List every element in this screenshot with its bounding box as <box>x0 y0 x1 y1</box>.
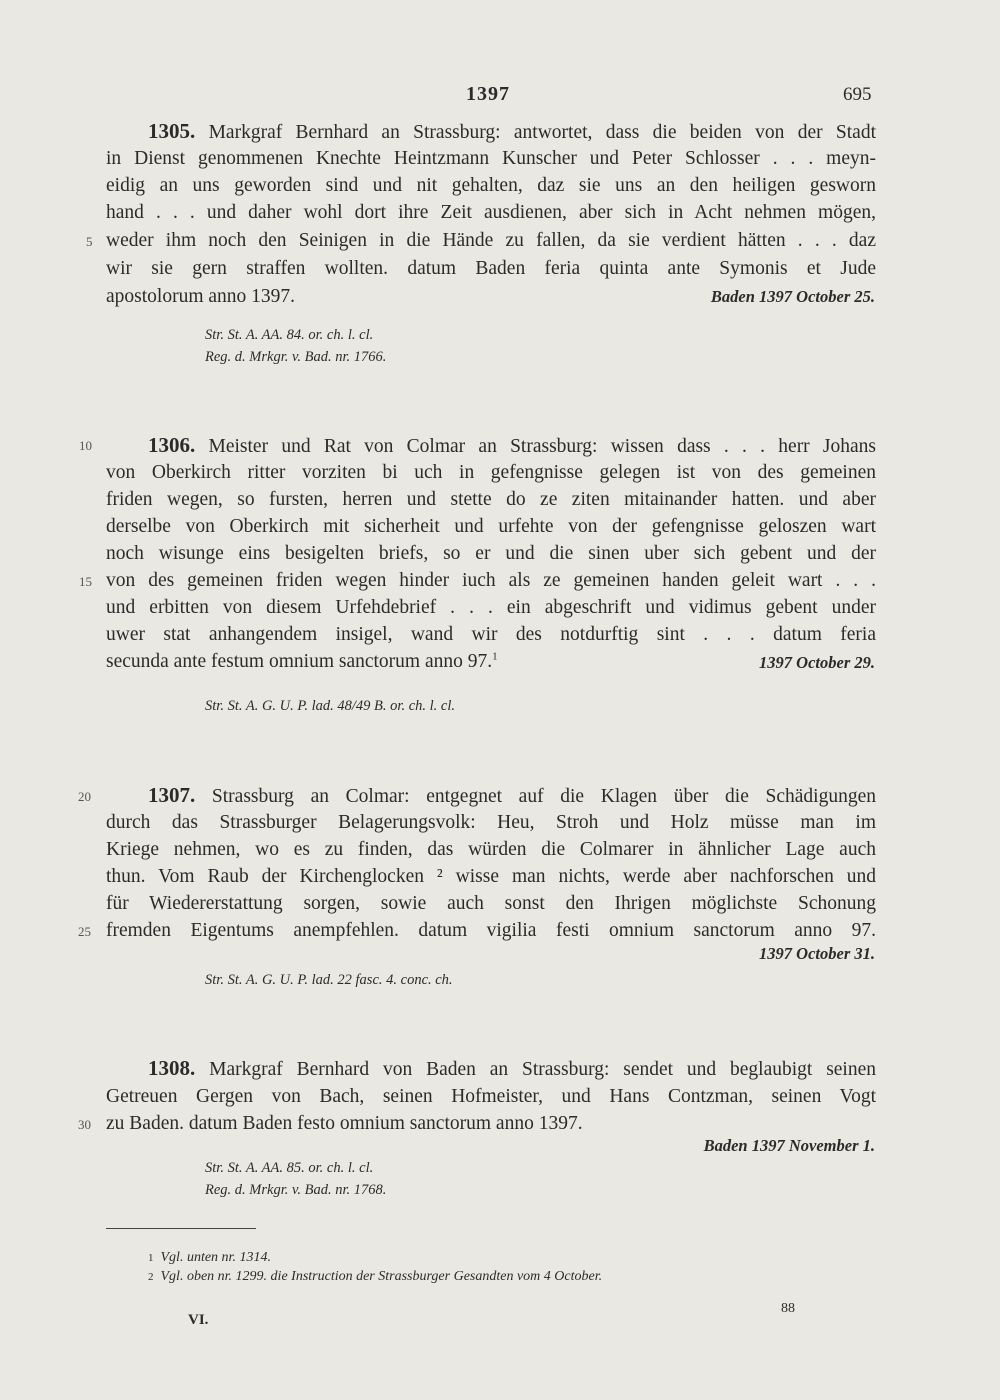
entry-1305-first-line <box>106 118 876 146</box>
entry-text-line: durch das Strassburger Belagerungsvolk: Heu, Stroh und Holz müsse man im <box>106 812 876 833</box>
entry-text-line: Getreuen Gergen von Bach, seinen Hofmeister, und Hans Contzman, seinen Vogt <box>106 1086 876 1107</box>
entry-date: 1397 October 31. <box>759 944 875 963</box>
entry-text-line: fremden Eigentums anempfehlen. datum vigilia festi omnium sanctorum anno 97. <box>106 920 876 941</box>
line-number: 10 <box>79 438 92 453</box>
footnote-text: Vgl. unten nr. 1314. <box>160 1250 271 1265</box>
entry-text: Markgraf Bernhard von Baden an Strassburg: sendet und beglaubigt seinen <box>209 1059 877 1080</box>
source-citation <box>205 972 453 989</box>
footnote <box>148 1269 602 1285</box>
entry-text-line: in Dienst genommenen Knechte Heintzmann Kunscher und Peter Schlosser . . . meyn- <box>106 148 876 169</box>
entry-text-line: für Wiedererstattung sorgen, sowie auch sonst den Ihrigen möglichste Schonung <box>106 893 876 914</box>
entry-date: 1397 October 29. <box>759 653 875 672</box>
signature-mark: VI. <box>188 1312 209 1328</box>
footnote-text: Vgl. oben nr. 1299. die Instruction der Strassburger Gesandten vom 4 October. <box>160 1269 603 1284</box>
source-citation <box>205 698 455 715</box>
source-citation <box>205 349 386 366</box>
entry-1306-first-line <box>106 432 876 460</box>
source-text: Reg. d. Mrkgr. v. Bad. nr. 1768. <box>205 1182 387 1198</box>
entry-text-line: eidig an uns geworden sind und nit gehalten, daz sie uns an den heiligen gesworn <box>106 175 876 196</box>
entry-text-line: weder ihm noch den Seinigen in die Hände zu fallen, da sie verdient hätten . . . daz <box>106 230 876 251</box>
entry-number: 1306. <box>148 433 196 457</box>
entry-1307-first-line <box>106 782 876 810</box>
source-text: Reg. d. Mrkgr. v. Bad. nr. 1766. <box>205 349 387 365</box>
entry-text-line: friden wegen, so fursten, herren und stette do ze ziten mitainander hatten. und aber <box>106 489 876 510</box>
source-citation <box>205 1182 386 1199</box>
source-text: Str. St. A. G. U. P. lad. 48/49 B. or. ch. l. cl. <box>205 698 455 714</box>
entry-text-line: von Oberkirch ritter vorziten bi uch in gefengnisse gelegen ist von des gemeinen <box>106 462 876 483</box>
entry-1308-first-line <box>106 1055 876 1083</box>
entry-text: Meister und Rat von Colmar an Strassburg: wissen dass . . . herr Johans <box>208 436 877 457</box>
entry-date: Baden 1397 November 1. <box>703 1136 875 1155</box>
source-text: Str. St. A. AA. 84. or. ch. l. cl. <box>205 327 374 343</box>
entry-text-line: uwer stat anhangendem insigel, wand wir des notdurftig sint . . . datum feria <box>106 624 876 645</box>
entry-text-line: und erbitten von diesem Urfehdebrief . . . ein abgeschrift und vidimus gebent under <box>106 597 876 618</box>
line-number: 25 <box>78 924 91 939</box>
entry-text-line: von des gemeinen friden wegen hinder iuch als ze gemeinen handen geleit wart . . . <box>106 570 876 591</box>
entry-text: secunda ante festum omnium sanctorum anno 97. <box>106 651 493 672</box>
entry-text-line: zu Baden. datum Baden festo omnium sanctorum anno 1397. <box>106 1113 583 1134</box>
footnote-mark: 1 <box>148 1252 154 1264</box>
entry-text-line: derselbe von Oberkirch mit sicherheit und urfehte von der gefengnisse geloszen wart <box>106 516 876 537</box>
footnote-reference: 1 <box>492 650 498 663</box>
line-number: 15 <box>79 574 92 589</box>
entry-text: Strassburg an Colmar: entgegnet auf die Klagen über die Schädigungen <box>211 786 877 807</box>
sheet-number: 88 <box>781 1301 795 1316</box>
entry-text: Markgraf Bernhard an Strassburg: antwortet, dass die beiden von der Stadt <box>208 122 877 143</box>
footnote-mark: 2 <box>148 1271 154 1283</box>
source-text: Str. St. A. AA. 85. or. ch. l. cl. <box>205 1160 374 1176</box>
entry-text-line: wir sie gern straffen wollten. datum Baden feria quinta ante Symonis et Jude <box>106 258 876 279</box>
line-number: 30 <box>78 1117 91 1132</box>
footnote-divider <box>106 1228 256 1229</box>
entry-text-line: noch wisunge eins besigelten briefs, so er und die sinen uber sich gebent und der <box>106 543 876 564</box>
line-number: 20 <box>78 789 91 804</box>
entry-text-line: apostolorum anno 1397. <box>106 286 296 307</box>
entry-text-line: Kriege nehmen, wo es zu finden, das würden die Colmarer in ähnlicher Lage auch <box>106 839 876 860</box>
source-text: Str. St. A. G. U. P. lad. 22 fasc. 4. conc. ch. <box>205 972 453 988</box>
running-head-year: 1397 <box>466 83 510 105</box>
line-number: 5 <box>86 234 93 249</box>
entry-date: Baden 1397 October 25. <box>710 287 875 306</box>
entry-text-line: hand . . . und daher wohl dort ihre Zeit ausdienen, aber sich in Acht nehmen mögen, <box>106 202 876 223</box>
footnote <box>148 1250 271 1266</box>
entry-number: 1308. <box>148 1056 196 1080</box>
source-citation <box>205 1160 373 1177</box>
entry-text-line: thun. Vom Raub der Kirchenglocken ² wisse man nichts, werde aber nachforschen und <box>106 866 876 887</box>
page-number: 695 <box>843 84 872 105</box>
entry-number: 1307. <box>148 783 196 807</box>
source-citation <box>205 327 373 344</box>
entry-number: 1305. <box>148 119 196 143</box>
